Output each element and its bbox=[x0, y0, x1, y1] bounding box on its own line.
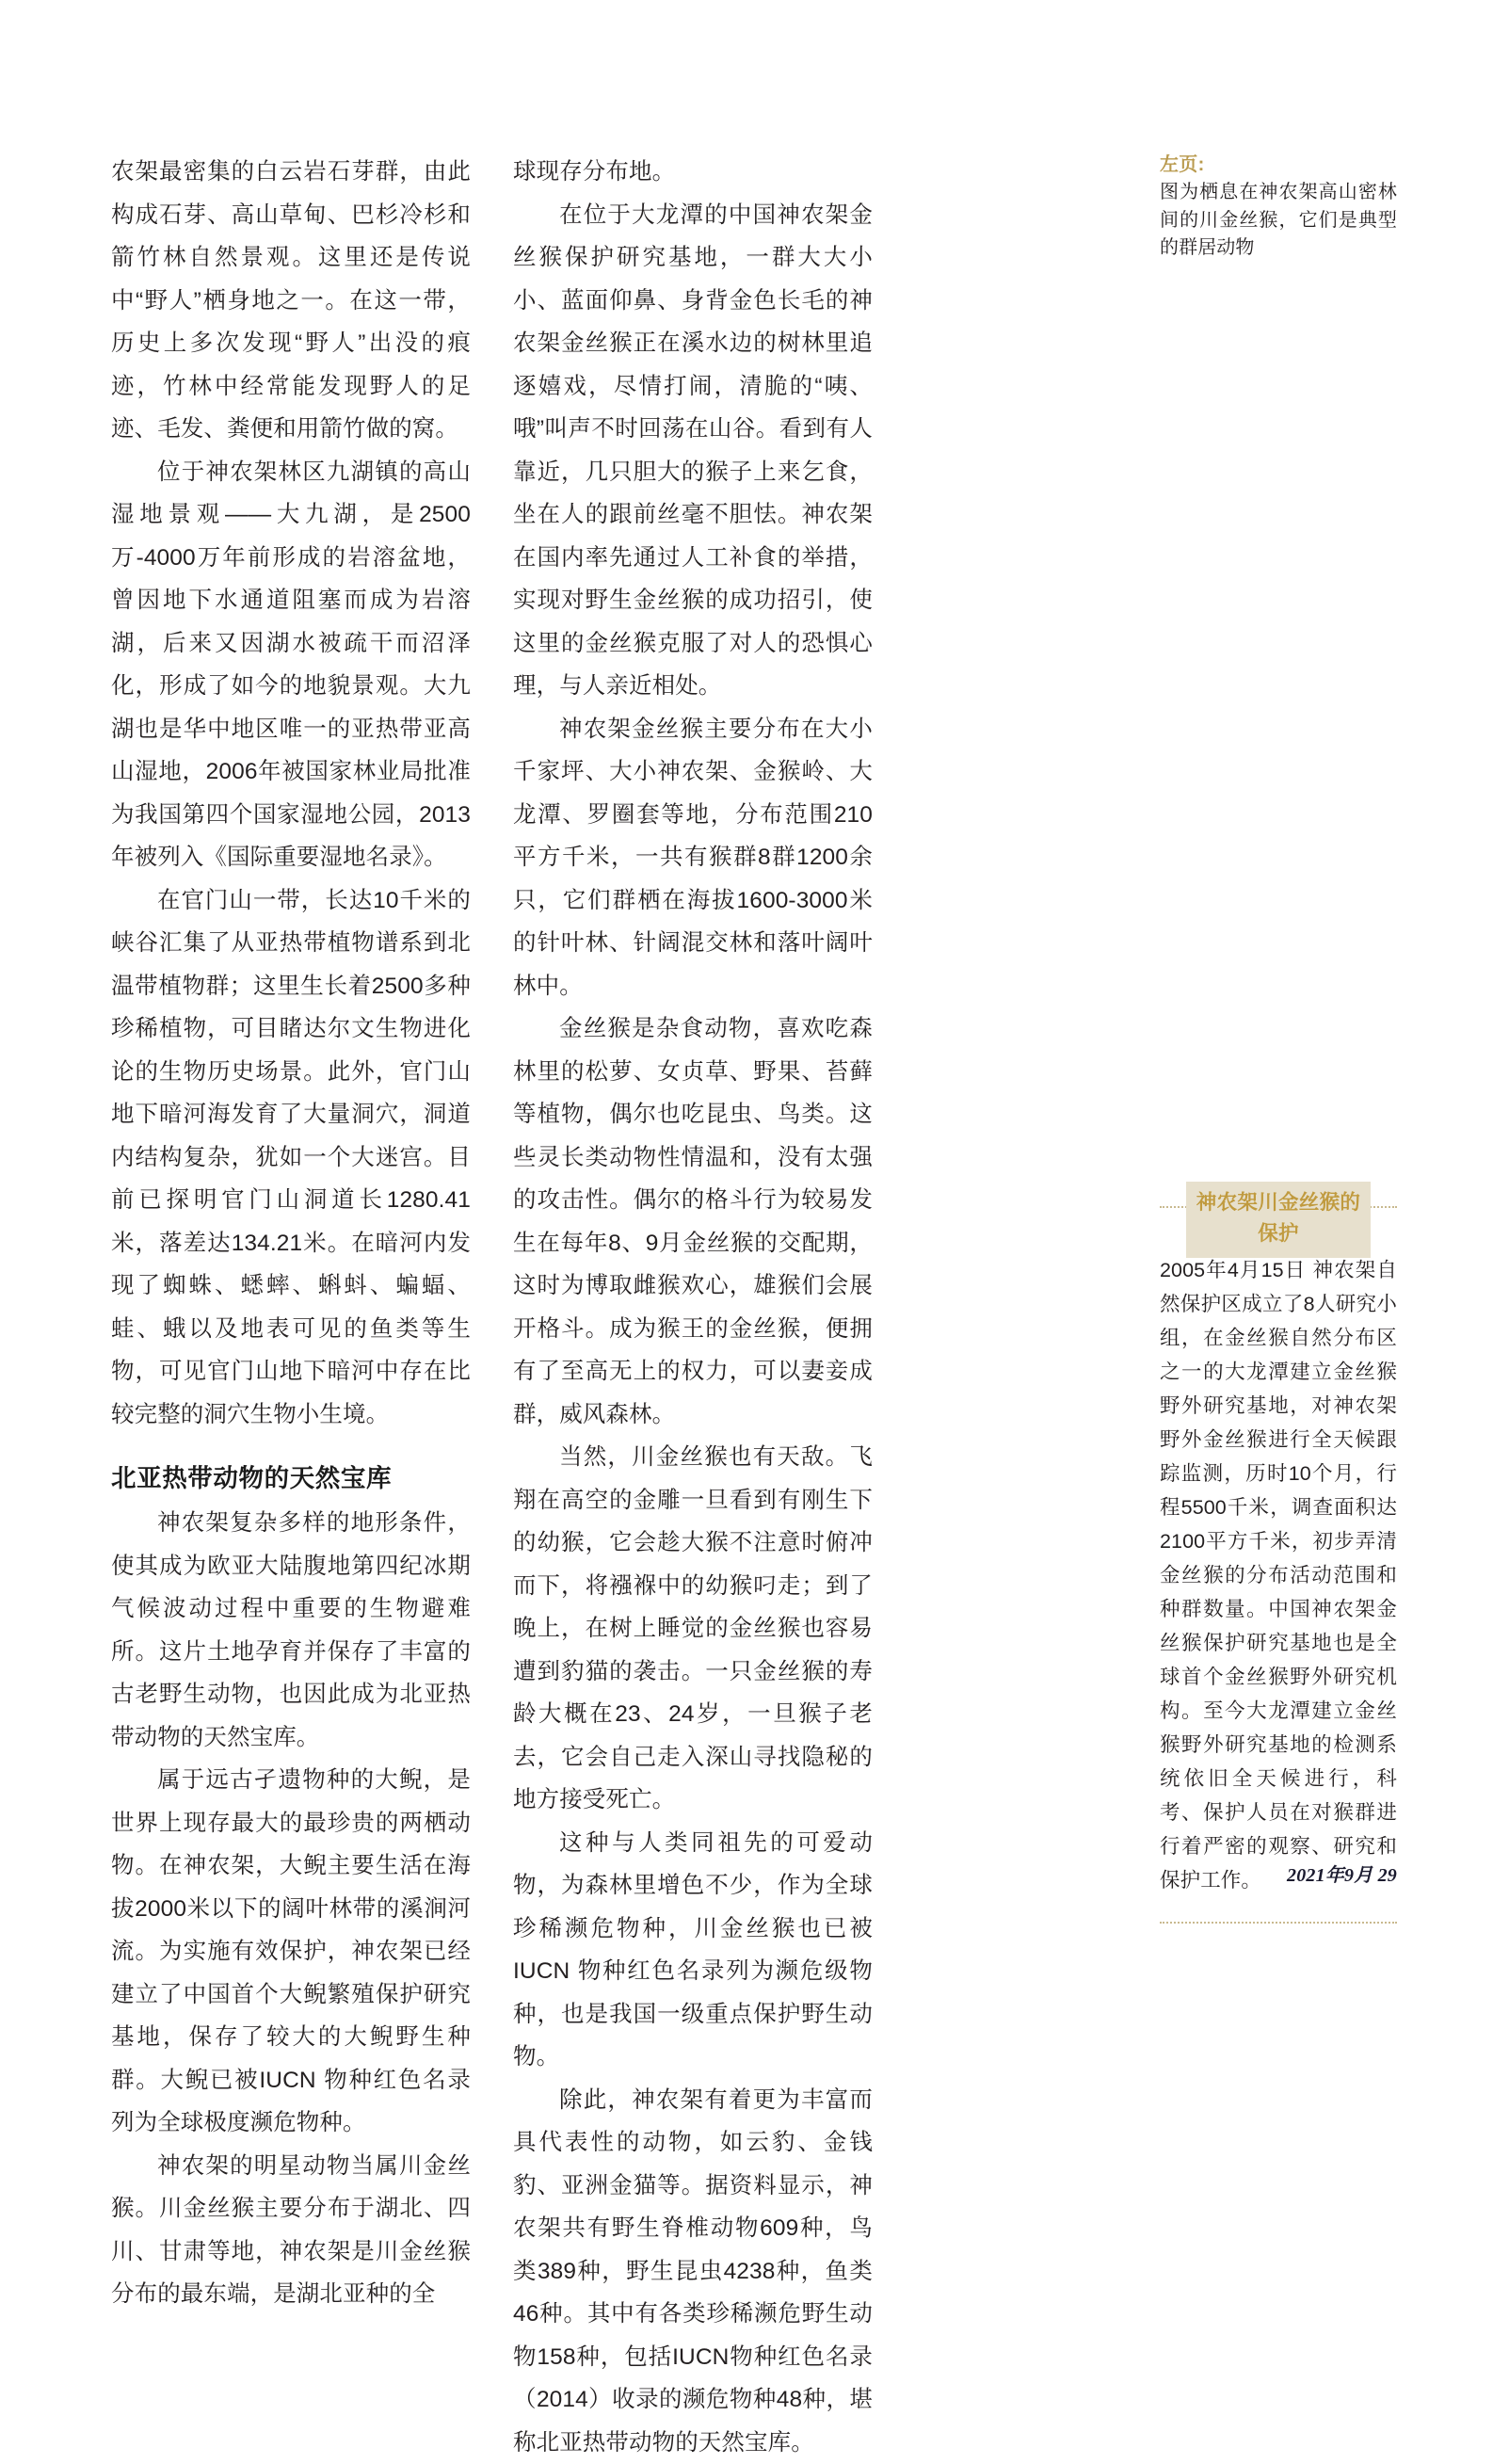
sidebar-panel bbox=[1160, 1182, 1397, 1924]
sidebar-paragraph: 2005年4月15日 神农架自然保护区成立了8人研究小组，在金丝猴自然分布区之一的大龙潭建立金丝猴野外研究基地，对神农架野外金丝猴进行全天候跟踪监测，历时10个月，行程5500千米，调查面积达2100平方千米，初步弄清金丝猴的分布活动范围和种群数量。中国神农架金丝猴保护研究基地也是全球首个金丝猴野外研究机构。至今大龙潭建立金丝猴野外研究基地的检测系统依旧全天候进行，科考、保护人员在对猴群进行着严密的观察、研究和保护工作。 bbox=[1160, 1253, 1397, 1897]
sidebar-heading-wrap bbox=[1160, 1182, 1397, 1253]
paragraph: 在位于大龙潭的中国神农架金丝猴保护研究基地，一群大大小小、蓝面仰鼻、身背金色长毛的神农架金丝猴正在溪水边的树林里追逐嬉戏，尽情打闹，清脆的“咦、哦”叫声不时回荡在山谷。看到有人靠近，几只胆大的猴子上来乞食，坐在人的跟前丝毫不胆怯。神农架在国内率先通过人工补食的举措，实现对野生金丝猴的成功招引，使这里的金丝猴克服了对人的恐惧心理，与人亲近相处。 bbox=[513, 194, 873, 708]
paragraph: 球现存分布地。 bbox=[513, 151, 873, 194]
paragraph: 神农架的明星动物当属川金丝猴。川金丝猴主要分布于湖北、四川、甘肃等地，神农架是川金丝猴分布的最东端，是湖北亚种的全 bbox=[111, 2145, 471, 2316]
paragraph: 当然，川金丝猴也有天敌。飞翔在高空的金雕一旦看到有刚生下的幼猴，它会趁大猴不注意时俯冲而下，将襁褓中的幼猴叼走；到了晚上，在树上睡觉的金丝猴也容易遭到豹猫的袭击。一只金丝猴的寿龄大概在23、24岁，一旦猴子老去，它会自己走入深山寻找隐秘的地方接受死亡。 bbox=[513, 1436, 873, 1822]
page-number: 2021年9月 29 bbox=[1287, 1865, 1397, 1886]
paragraph: 金丝猴是杂食动物，喜欢吃森林里的松萝、女贞草、野果、苔藓等植物，偶尔也吃昆虫、鸟类。这些灵长类动物性情温和，没有太强的攻击性。偶尔的格斗行为较易发生在每年8、9月金丝猴的交配期，这时为博取雌猴欢心，雄猴们会展开格斗。成为猴王的金丝猴，便拥有了至高无上的权力，可以妻妾成群，威风森林。 bbox=[513, 1007, 873, 1436]
middle-column bbox=[513, 151, 873, 2464]
paragraph: 神农架复杂多样的地形条件，使其成为欧亚大陆腹地第四纪冰期气候波动过程中重要的生物避难所。这片土地孕育并保存了丰富的古老野生动物，也因此成为北亚热带动物的天然宝库。 bbox=[111, 1502, 471, 1759]
paragraph: 农架最密集的白云岩石芽群，由此构成石芽、高山草甸、巴杉冷杉和箭竹林自然景观。这里还是传说中“野人”栖身地之一。在这一带，历史上多次发现“野人”出没的痕迹，竹林中经常能发现野人的足迹、毛发、粪便和用箭竹做的窝。 bbox=[111, 151, 471, 451]
caption-label: 左页: bbox=[1160, 151, 1397, 179]
paragraph: 在官门山一带，长达10千米的峡谷汇集了从亚热带植物谱系到北温带植物群；这里生长着2500多种珍稀植物，可目睹达尔文生物进化论的生物历史场景。此外，官门山地下暗河海发育了大量洞穴，洞道内结构复杂，犹如一个大迷宫。目前已探明官门山洞道长1280.41米，落差达134.21米。在暗河内发现了蜘蛛、蟋蟀、蝌蚪、蝙蝠、蛙、蛾以及地表可见的鱼类等生物，可见官门山地下暗河中存在比较完整的洞穴生物小生境。 bbox=[111, 879, 471, 1437]
paragraph: 属于远古孑遗物种的大鲵，是世界上现存最大的最珍贵的两栖动物。在神农架，大鲵主要生活在海拔2000米以下的阔叶林带的溪涧河流。为实施有效保护，神农架已经建立了中国首个大鲵繁殖保护研究基地，保存了较大的大鲵野生种群。大鲵已被IUCN 物种红色名录列为全球极度濒危物种。 bbox=[111, 1759, 471, 2145]
caption-text: 图为栖息在神农架高山密林间的川金丝猴，它们是典型的群居动物 bbox=[1160, 179, 1397, 263]
figure-caption bbox=[1160, 151, 1397, 263]
sidebar-rule-bottom bbox=[1160, 1922, 1397, 1924]
paragraph: 这种与人类同祖先的可爱动物，为森林里增色不少，作为全球珍稀濒危物种，川金丝猴也已被 IUCN 物种红色名录列为濒危级物种，也是我国一级重点保护野生动物。 bbox=[513, 1822, 873, 2079]
sidebar-heading: 神农架川金丝猴的保护 bbox=[1186, 1182, 1371, 1258]
sidebar-body bbox=[1160, 1253, 1397, 1897]
paragraph: 除此，神农架有着更为丰富而具代表性的动物，如云豹、金钱豹、亚洲金猫等。据资料显示，神农架共有野生脊椎动物609种，鸟类389种，野生昆虫4238种，鱼类46种。其中有各类珍稀濒危野生动物158种，包括IUCN物种红色名录（2014）收录的濒危物种48种，堪称北亚热带动物的天然宝库。 bbox=[513, 2079, 873, 2464]
page-footer bbox=[1160, 1860, 1397, 1887]
section-heading: 北亚热带动物的天然宝库 bbox=[111, 1457, 471, 1500]
paragraph: 神农架金丝猴主要分布在大小千家坪、大小神农架、金猴岭、大龙潭、罗圈套等地，分布范围210平方千米，一共有猴群8群1200余只，它们群栖在海拔1600-3000米的针叶林、针阔混交林和落叶阔叶林中。 bbox=[513, 708, 873, 1008]
paragraph: 位于神农架林区九湖镇的高山湿地景观——大九湖，是2500万-4000万年前形成的岩溶盆地，曾因地下水通道阻塞而成为岩溶湖，后来又因湖水被疏干而沼泽化，形成了如今的地貌景观。大九湖也是华中地区唯一的亚热带亚高山湿地，2006年被国家林业局批准为我国第四个国家湿地公园，2013年被列入《国际重要湿地名录》。 bbox=[111, 451, 471, 879]
left-column bbox=[111, 151, 471, 2316]
